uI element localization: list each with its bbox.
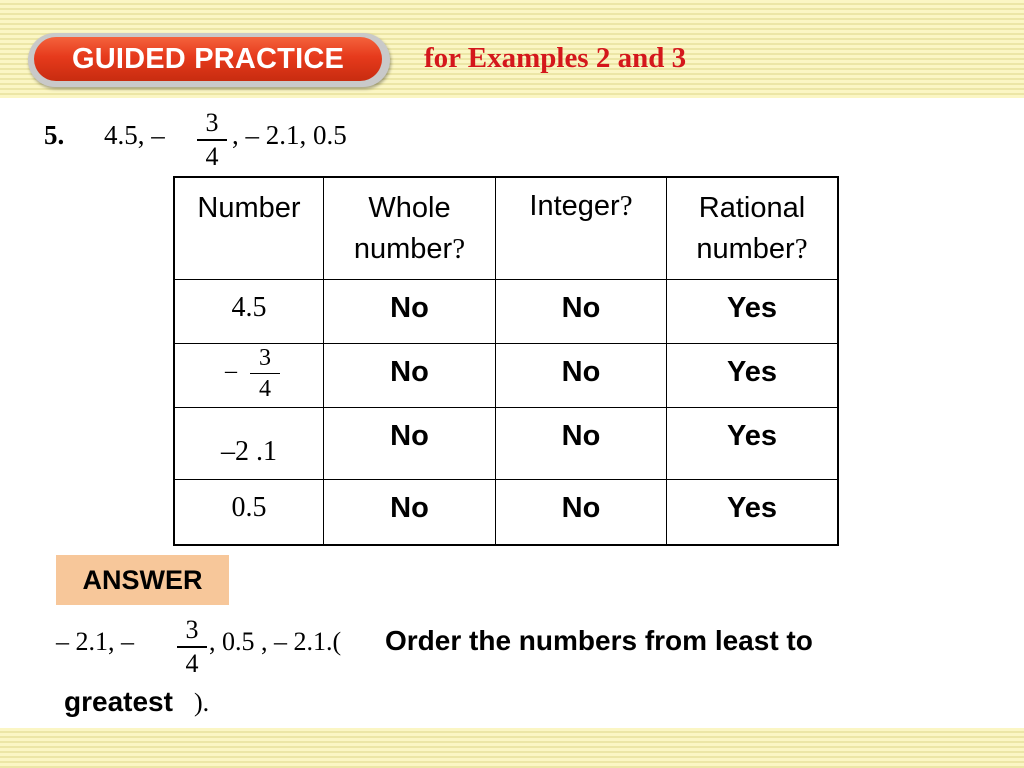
cell-number: 0.5 (174, 479, 324, 545)
badge-label: GUIDED PRACTICE (71, 42, 345, 75)
cell-number: –2 .1 (174, 407, 324, 479)
header-question-mark: ? (452, 233, 466, 265)
cell-rational: Yes (667, 479, 839, 545)
answer-badge (56, 555, 229, 605)
fraction-denominator: 4 (185, 648, 199, 678)
fraction-numerator: 3 (259, 344, 271, 371)
cell-whole: No (324, 407, 496, 479)
answer-instruction-line2: greatest (64, 686, 173, 717)
cell-integer: No (496, 343, 667, 407)
answer-end: ). (194, 688, 210, 717)
answer-instruction: Order the numbers from least to (385, 625, 813, 656)
header-label: Number (197, 192, 301, 224)
header-question-mark: ? (794, 233, 808, 265)
guided-practice-badge (28, 33, 390, 87)
fraction-bar (197, 139, 227, 141)
answer-label: ANSWER (82, 564, 203, 595)
answer-fraction (177, 617, 207, 677)
header-label: Rational (698, 192, 806, 224)
cell-rational: Yes (667, 407, 839, 479)
cell-integer: No (496, 479, 667, 545)
header-question-mark: ? (619, 190, 633, 222)
cell-rational: Yes (667, 279, 839, 343)
fraction-bar (250, 373, 280, 375)
problem-fraction (197, 110, 227, 170)
bottom-decorative-band (0, 728, 1024, 768)
header-label: Integer (529, 190, 620, 222)
cell-number (174, 343, 324, 407)
fraction-denominator: 4 (205, 141, 219, 171)
number-classification-table (173, 176, 839, 546)
header-label-line2: number (696, 233, 795, 265)
cell-whole: No (324, 343, 496, 407)
answer-part-1: – 2.1, – (56, 627, 134, 656)
header-whole-number (324, 177, 496, 279)
header-rational-number (667, 177, 839, 279)
header-label: Whole (368, 192, 451, 224)
cell-whole: No (324, 279, 496, 343)
problem-number: 5. (44, 120, 65, 150)
cell-integer: No (496, 407, 667, 479)
fraction-denominator: 4 (259, 376, 271, 402)
fraction-bar (177, 646, 207, 648)
answer-part-2: , 0.5 , – 2.1.( (209, 627, 342, 656)
fraction-numerator: 3 (185, 615, 199, 644)
problem-part-1: 4.5, – (104, 120, 165, 150)
table-header-row (174, 177, 838, 279)
table-row (174, 407, 838, 479)
table-row (174, 343, 838, 407)
table-row (174, 279, 838, 343)
header-integer (496, 177, 667, 279)
cell-fraction (250, 346, 280, 402)
header-number (174, 177, 324, 279)
cell-whole: No (324, 479, 496, 545)
table-row (174, 479, 838, 545)
problem-part-2: , – 2.1, 0.5 (232, 120, 347, 150)
examples-subtitle: for Examples 2 and 3 (424, 42, 687, 74)
fraction-numerator: 3 (205, 108, 219, 137)
header-label-line2: number (353, 233, 453, 265)
minus-sign: – (225, 357, 237, 384)
cell-rational: Yes (667, 343, 839, 407)
cell-number: 4.5 (174, 279, 324, 343)
cell-integer: No (496, 279, 667, 343)
